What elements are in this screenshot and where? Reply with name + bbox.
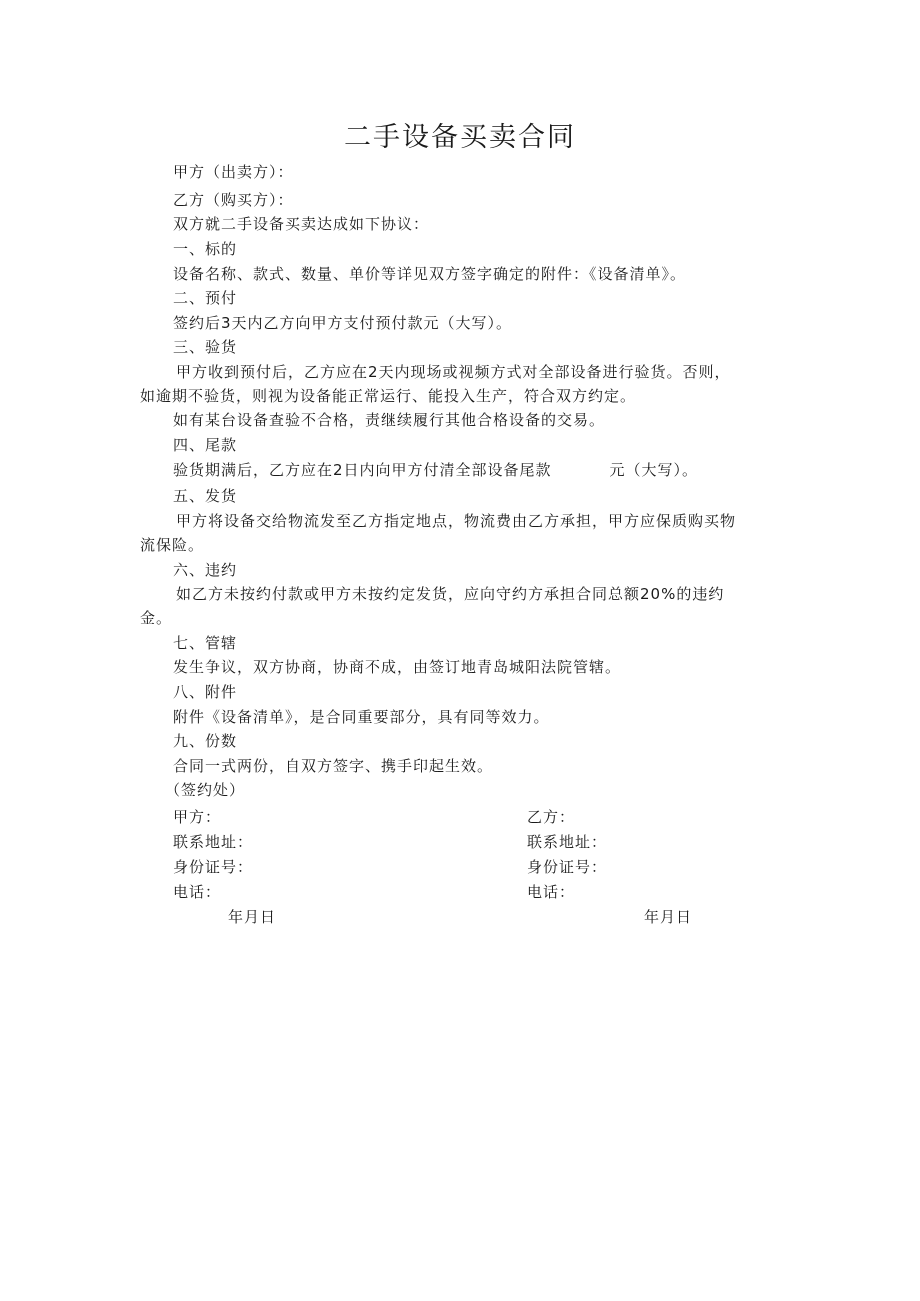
signature-heading: （签约处） bbox=[165, 781, 246, 799]
section-6-text-line2: 金。 bbox=[140, 609, 173, 627]
sign-address-b: 联系地址： bbox=[527, 833, 608, 851]
sign-date-b: 年月日 bbox=[644, 908, 693, 926]
agreement-intro: 双方就二手设备买卖达成如下协议： bbox=[173, 215, 430, 233]
section-9-heading: 九、份数 bbox=[173, 732, 238, 750]
section-6-text-line1: 如乙方未按约付款或甲方未按约定发货，应向守约方承担合同总额20%的违约 bbox=[176, 585, 725, 603]
section-1-heading: 一、标的 bbox=[173, 240, 238, 258]
section-5-text-line2: 流保险。 bbox=[140, 536, 205, 554]
document-title: 二手设备买卖合同 bbox=[344, 122, 576, 153]
sign-phone-b: 电话： bbox=[527, 883, 576, 901]
sign-date-a: 年月日 bbox=[228, 908, 277, 926]
section-9-text: 合同一式两份，自双方签字、携手印起生效。 bbox=[173, 757, 494, 775]
sign-address-a: 联系地址： bbox=[173, 833, 254, 851]
section-1-text: 设备名称、款式、数量、单价等详见双方签字确定的附件：《设备清单》。 bbox=[173, 265, 687, 283]
section-2-heading: 二、预付 bbox=[173, 289, 238, 307]
sign-party-a: 甲方： bbox=[173, 808, 222, 826]
section-7-text: 发生争议，双方协商，协商不成，由签订地青岛城阳法院管辖。 bbox=[173, 658, 622, 676]
section-4-text bbox=[173, 459, 698, 481]
section-3-text-line3: 如有某台设备查验不合格，责继续履行其他合格设备的交易。 bbox=[173, 411, 606, 429]
section-8-heading: 八、附件 bbox=[173, 683, 238, 701]
section-3-text-line2: 如逾期不验货，则视为设备能正常运行、能投入生产，符合双方约定。 bbox=[140, 387, 637, 405]
section-7-heading: 七、管辖 bbox=[173, 634, 238, 652]
section-4-heading: 四、尾款 bbox=[173, 436, 238, 454]
section-2-text: 签约后3天内乙方向甲方支付预付款元（大写）。 bbox=[173, 314, 513, 332]
party-b-line: 乙方（购买方）： bbox=[173, 191, 294, 209]
section-6-heading: 六、违约 bbox=[173, 561, 238, 579]
sign-phone-a: 电话： bbox=[173, 883, 222, 901]
sign-id-a: 身份证号： bbox=[173, 858, 254, 876]
sign-id-b: 身份证号： bbox=[527, 858, 608, 876]
section-5-heading: 五、发货 bbox=[173, 487, 238, 505]
section-5-text-line1: 甲方将设备交给物流发至乙方指定地点，物流费由乙方承担，甲方应保质购买物 bbox=[176, 512, 737, 530]
party-a-line: 甲方（出卖方）： bbox=[173, 163, 294, 181]
sign-party-b: 乙方： bbox=[527, 808, 576, 826]
section-3-text-line1: 甲方收到预付后，乙方应在2天内现场或视频方式对全部设备进行验货。否则， bbox=[176, 363, 731, 381]
section-4-text-part1: 验货期满后，乙方应在2日内向甲方付清全部设备尾款 bbox=[173, 461, 552, 479]
section-3-heading: 三、验货 bbox=[173, 338, 238, 356]
section-4-text-part2: 元（大写）。 bbox=[609, 461, 699, 479]
section-8-text: 附件《设备清单》，是合同重要部分，具有同等效力。 bbox=[173, 708, 550, 726]
